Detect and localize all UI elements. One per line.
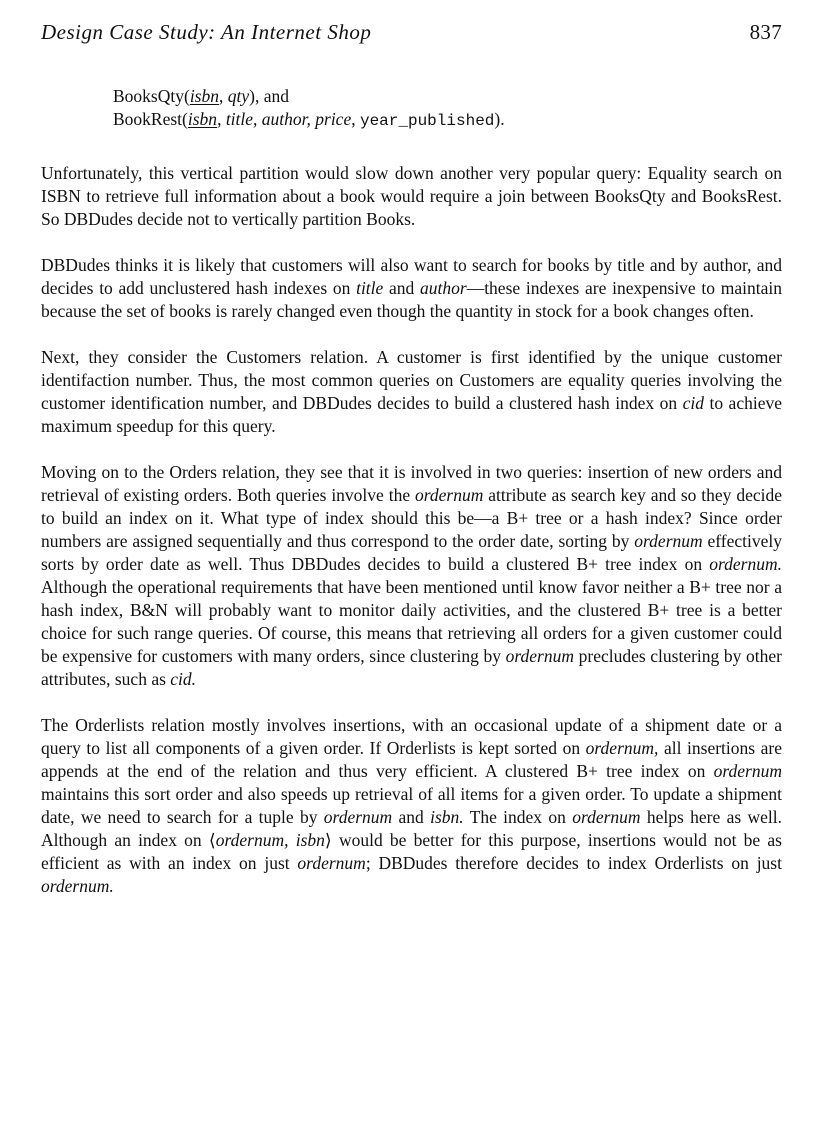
italic-term: ordernum (297, 853, 366, 873)
paragraph-title-author-indexes (41, 254, 782, 323)
text-run: —these indexes are inexpensive to maintain because the set of books is rarely changed even though the quantity in stock for a book changes often. (41, 278, 782, 321)
paragraph-orderlists (41, 714, 782, 898)
italic-term: ordernum (713, 761, 782, 781)
italic-term: cid (682, 393, 704, 413)
text-run: maintains this sort order and also speeds up retrieval of all items for a given order. To update a shipment date, we need to search for a tuple by (41, 784, 782, 827)
text-run: all insertions are appends at the end of the relation and thus very efficient. A clustered B+ tree index on (41, 738, 782, 781)
paragraph-vertical-partition: Unfortunately, this vertical partition would slow down another very popular query: Equality search on ISBN to retrieve full information about a book would require a join between BooksQty and BooksRest. So DBDudes decide not to vertically partition Books. (41, 163, 782, 229)
relation-name: BookRest( (113, 109, 188, 129)
text-run: helps here as well. Although an index on ⟨ (41, 807, 782, 850)
mono-attribute: year_published (359, 112, 495, 130)
text-run: Although the operational requirements that have been mentioned until know favor neither a B+ tree nor a hash index, B&N will probably want to monitor daily activities, and the clustered B+ tree is a better choice for such range queries. Of course, this means that retrieving all orders for a given customer could be expensive for customers with many orders, since clustering by (41, 577, 782, 666)
italic-term: ordernum. (41, 876, 114, 896)
paragraph-customers (41, 346, 782, 438)
separator: , (219, 86, 228, 106)
running-header (41, 20, 782, 50)
page-number: 837 (749, 20, 782, 44)
text-run: Moving on to the Orders relation, they see that it is involved in two queries: insertion of new orders and retrieval of existing orders. Both queries involve the (41, 462, 782, 505)
text-run: ⟩ would be better for this purpose, insertions would not be as efficient as with an index on just (41, 830, 782, 873)
line-tail: ), and (249, 86, 289, 106)
text-run: DBDudes thinks it is likely that customers will also want to search for books by title and by author, and decides to add unclustered hash indexes on (41, 255, 782, 298)
line-tail: ). (494, 109, 505, 129)
text-run: ; DBDudes therefore decides to index Orderlists on just (365, 853, 782, 873)
italic-term: ordernum (414, 485, 484, 505)
separator: , (351, 109, 360, 129)
attributes: title, author, price (225, 109, 352, 129)
text-run: precludes clustering by other attributes, such as (41, 646, 782, 689)
text-run: effectively sorts by order date as well. Thus DBDudes decides to build a clustered B+ tree index on (41, 531, 783, 574)
page (41, 20, 782, 898)
text-run: The index on (463, 807, 573, 827)
text-run: attribute as search key and so they decide to build an index on it. What type of index should this be—a B+ tree or a hash index? Since order numbers are assigned sequentially and thus correspond to the order date, sorting by (41, 485, 782, 551)
text-run: to achieve maximum speedup for this query. (41, 393, 782, 436)
italic-term: cid. (170, 669, 197, 689)
italic-term: ordernum (505, 646, 574, 666)
italic-term: title (356, 278, 384, 298)
running-title: Design Case Study: An Internet Shop (41, 20, 372, 44)
italic-term: ordernum (572, 807, 641, 827)
text-run: The Orderlists relation mostly involves insertions, with an occasional update of a shipment date or a query to list all components of a given order. If Orderlists is kept sorted on (41, 715, 782, 758)
key-attribute: isbn (187, 109, 218, 129)
attribute: qty (227, 86, 250, 106)
italic-term: ordernum, isbn (215, 830, 325, 850)
text-run: and (392, 807, 431, 827)
key-attribute: isbn (189, 86, 219, 106)
italic-term: ordernum. (709, 554, 782, 574)
italic-term: ordernum, (585, 738, 659, 758)
schema-line-booksqty (113, 85, 782, 108)
relation-name: BooksQty( (113, 86, 190, 106)
schema-line-bookrest (113, 108, 782, 133)
schema-block (113, 85, 782, 133)
italic-term: ordernum (634, 531, 703, 551)
separator: , (217, 109, 226, 129)
italic-term: ordernum (323, 807, 393, 827)
paragraph-orders (41, 461, 782, 691)
italic-term: author (420, 278, 467, 298)
italic-term: isbn. (430, 807, 464, 827)
text-run: and (383, 278, 420, 298)
text-run: Next, they consider the Customers relation. A customer is first identified by the unique customer identifaction number. Thus, the most common queries on Customers are equality queries involving the customer identification number, and DBDudes decides to build a clustered hash index on (41, 347, 782, 413)
